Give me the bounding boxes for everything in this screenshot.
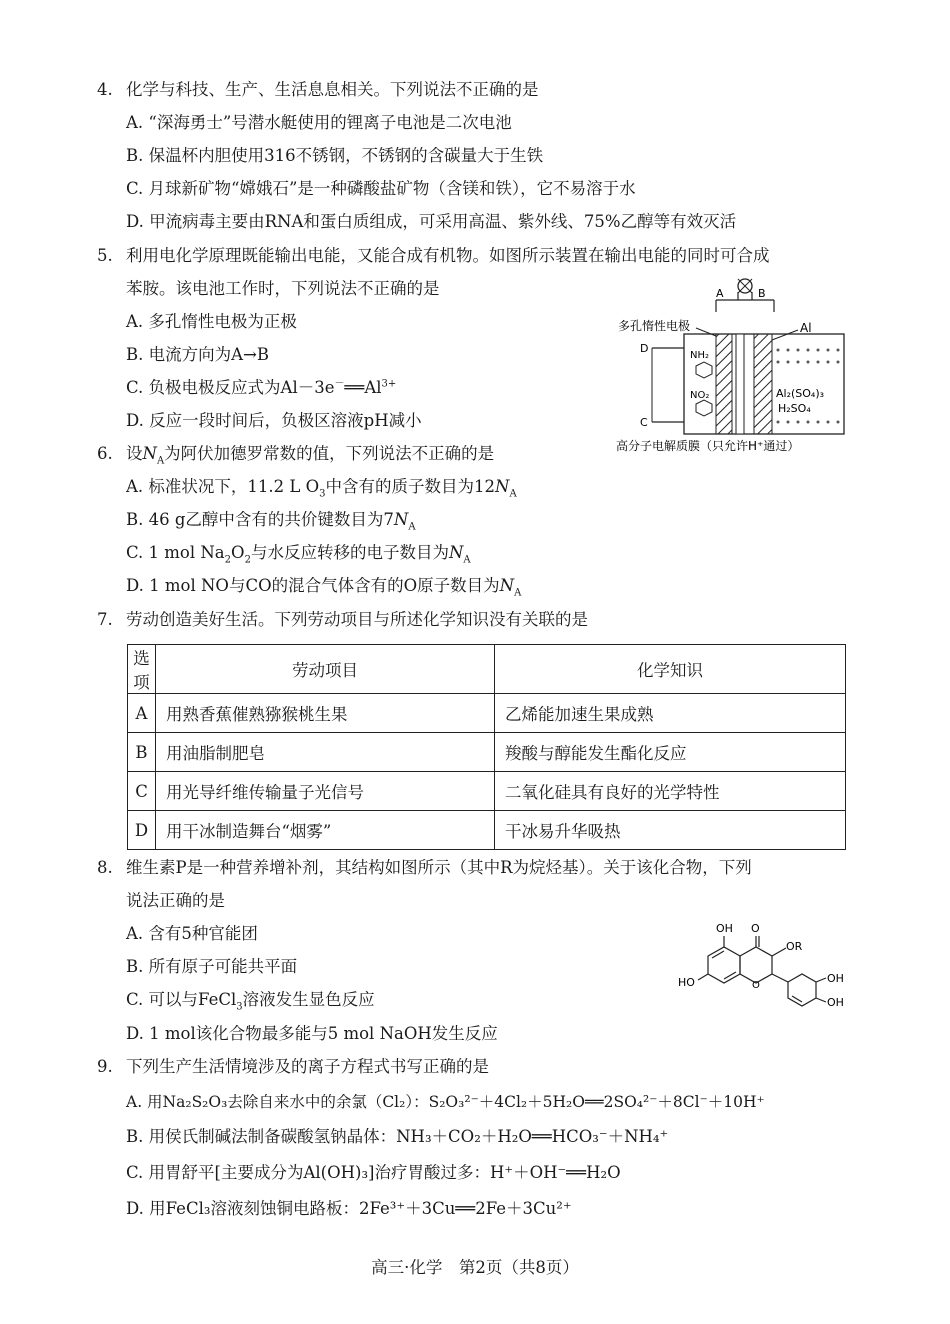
q7-table [127, 644, 846, 850]
table-cell: 用光导纤维传输量子光信号 [156, 772, 495, 811]
label-d: D [640, 342, 649, 355]
q6-option-b: B. 46 g乙醇中含有的共价键数目为$7N_A$ [126, 510, 416, 533]
q6-stem: 设$N_A$为阿伏加德罗常数的值，下列说法不正确的是 [126, 444, 495, 467]
q8-number: 8. [97, 858, 113, 877]
q9-stem: 下列生产生活情境涉及的离子方程式书写正确的是 [126, 1057, 489, 1076]
q7-stem: 劳动创造美好生活。下列劳动项目与所述化学知识没有关联的是 [126, 610, 588, 629]
label-or: OR [786, 940, 803, 953]
q6-option-d: D. 1 mol NO与CO的混合气体含有的O原子数目为$N_A$ [126, 576, 522, 599]
q8-option-c: C. 可以与FeCl$_3$溶液发生显色反应 [126, 990, 375, 1013]
label-al2so43: Al₂(SO₄)₃ [776, 387, 825, 400]
q8-stem-line1: 维生素P是一种营养增补剂，其结构如图所示（其中R为烷烃基）。关于该化合物，下列 [126, 858, 752, 877]
table-header-cell: 选项 [128, 645, 156, 694]
label-ho-left: HO [678, 976, 695, 989]
label-nh2: NH₂ [690, 350, 710, 361]
q7-number: 7. [97, 610, 113, 629]
table-header-cell: 化学知识 [495, 645, 846, 694]
q9-option-a: A. 用Na₂S₂O₃去除自来水中的余氯（Cl₂）：S₂O₃²⁻＋4Cl₂＋5H₂O══2SO₄²⁻＋8Cl⁻＋10H⁺ [126, 1093, 765, 1111]
q4-stem: 化学与科技、生产、生活息息相关。下列说法不正确的是 [126, 80, 539, 99]
table-cell: 用熟香蕉催熟猕猴桃生果 [156, 694, 495, 733]
label-membrane: 高分子电解质膜（只允许H⁺通过） [616, 439, 800, 453]
label-al: Al [800, 321, 812, 335]
q6-option-a: A. 标准状况下，11.2 L $O_3$中含有的质子数目为$12N_A$ [126, 477, 517, 500]
table-row [128, 733, 846, 772]
label-o-ring: O [752, 980, 760, 991]
q5-option-d: D. 反应一段时间后，负极区溶液pH减小 [126, 411, 422, 430]
q5-stem-line2: 苯胺。该电池工作时，下列说法不正确的是 [126, 279, 440, 298]
table-cell: B [128, 733, 156, 772]
table-cell: 用干冰制造舞台“烟雾” [156, 811, 495, 850]
table-row [128, 694, 846, 733]
table-cell: 用油脂制肥皂 [156, 733, 495, 772]
q6-option-c: C. 1 mol $Na_2O_2$与水反应转移的电子数目为$N_A$ [126, 543, 471, 566]
q4-number: 4. [97, 80, 113, 99]
q4-option-b: B. 保温杯内胆使用316不锈钢，不锈钢的含碳量大于生铁 [126, 146, 544, 165]
label-c: C [640, 416, 648, 429]
q5-stem-line1: 利用电化学原理既能输出电能，又能合成有机物。如图所示装置在输出电能的同时可合成 [126, 246, 770, 265]
table-cell: D [128, 811, 156, 850]
table-cell: 乙烯能加速生果成熟 [495, 694, 846, 733]
page-footer: 高三·化学 第2页（共8页） [371, 1258, 579, 1277]
q5-option-c: C. 负极电极反应式为$Al-3e^-══Al^{3+}$ [126, 378, 397, 397]
table-cell: 二氧化硅具有良好的光学特性 [495, 772, 846, 811]
table-header-cell: 劳动项目 [156, 645, 495, 694]
label-oh-top: OH [716, 922, 733, 935]
table-cell: 羧酸与醇能发生酯化反应 [495, 733, 846, 772]
q4-option-c: C. 月球新矿物“嫦娥石”是一种磷酸盐矿物（含镁和铁），它不易溶于水 [126, 179, 636, 198]
label-h2so4: H₂SO₄ [778, 402, 811, 415]
q9-option-b: B. 用侯氏制碱法制备碳酸氢钠晶体：NH₃＋CO₂＋H₂O══HCO₃⁻＋NH₄⁺ [126, 1127, 669, 1146]
label-oh-right2: OH [827, 996, 844, 1009]
label-a: A [716, 287, 724, 300]
table-row [128, 811, 846, 850]
q9-option-d: D. 用FeCl₃溶液刻蚀铜电路板：2Fe³⁺＋3Cu══2Fe＋3Cu²⁺ [126, 1199, 572, 1218]
q5-number: 5. [97, 246, 113, 265]
q8-option-b: B. 所有原子可能共平面 [126, 957, 298, 976]
q8-option-a: A. 含有5种官能团 [126, 924, 258, 943]
label-b: B [758, 287, 766, 300]
label-porous-electrode: 多孔惰性电极 [618, 319, 691, 333]
q4-option-a: A. “深海勇士”号潜水艇使用的锂离子电池是二次电池 [126, 113, 512, 132]
battery-diagram [612, 272, 852, 462]
label-o-ketone: O [751, 922, 760, 935]
table-cell: 干冰易升华吸热 [495, 811, 846, 850]
table-cell: C [128, 772, 156, 811]
q5-option-b: B. 电流方向为A→B [126, 345, 269, 364]
q9-option-c: C. 用胃舒平[主要成分为Al(OH)₃]治疗胃酸过多：H⁺＋OH⁻══H₂O [126, 1163, 621, 1182]
q8-option-d: D. 1 mol该化合物最多能与5 mol NaOH发生反应 [126, 1024, 498, 1043]
label-no2: NO₂ [690, 390, 710, 401]
table-header-row [128, 645, 846, 694]
table-cell: A [128, 694, 156, 733]
q9-number: 9. [97, 1057, 113, 1076]
q8-stem-line2: 说法正确的是 [126, 891, 225, 910]
q6-number: 6. [97, 444, 113, 463]
table-row [128, 772, 846, 811]
q5-option-a: A. 多孔惰性电极为正极 [126, 312, 297, 331]
q4-option-d: D. 甲流病毒主要由RNA和蛋白质组成，可采用高温、紫外线、75%乙醇等有效灭活 [126, 212, 737, 231]
vitamin-p-structure [676, 916, 856, 1016]
label-oh-right1: OH [827, 972, 844, 985]
